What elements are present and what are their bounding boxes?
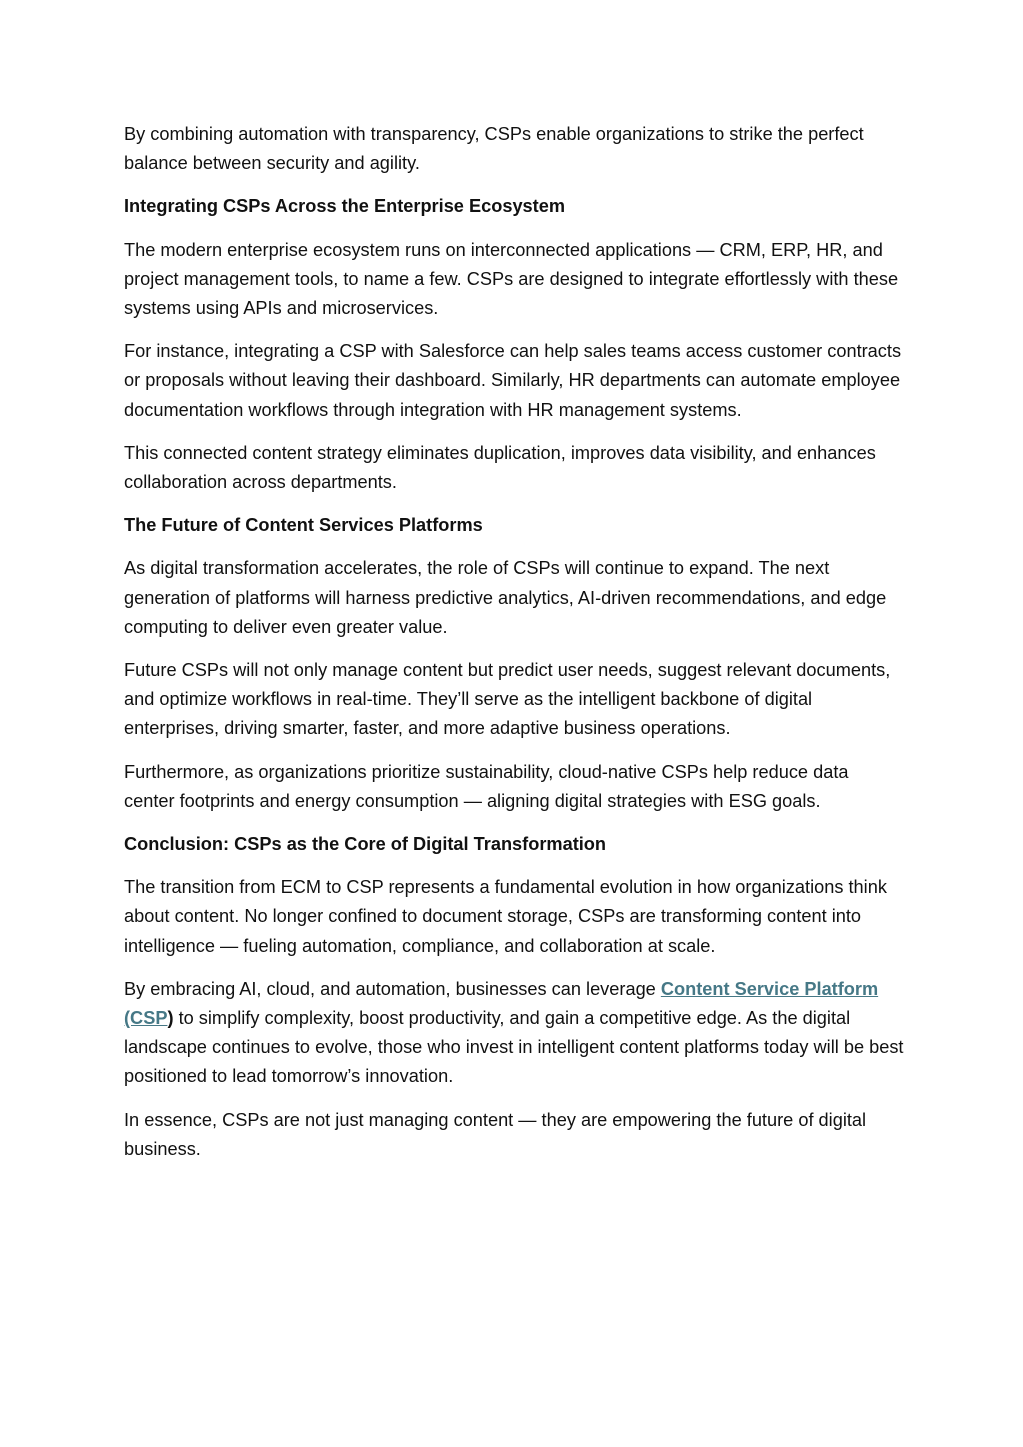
heading-future-of-csp: The Future of Content Services Platforms	[124, 515, 483, 536]
paragraph-future-csps: Future CSPs will not only manage content but predict user needs, suggest relevant documents, and optimize workflows in real-time. They’ll serve as the intelligent backbone of digital enterprises, driving smarter, faster, and more adaptive business operations.	[124, 660, 891, 739]
content-service-platform-link[interactable]: Content Service Platform (CSP	[124, 978, 879, 1029]
link-paragraph-lead: By embracing AI, cloud, and automation, businesses can leverage	[124, 978, 661, 999]
paragraph-connected-strategy: This connected content strategy eliminates duplication, improves data visibility, and enhances collaboration across departments.	[124, 442, 876, 493]
paragraph-ecm-to-csp: The transition from ECM to CSP represents a fundamental evolution in how organizations think about content. No longer confined to document storage, CSPs are transforming content into intelligence — fueling automation, compliance, and collaboration at scale.	[124, 877, 887, 956]
paragraph-enterprise-ecosystem: The modern enterprise ecosystem runs on interconnected applications — CRM, ERP, HR, and project management tools, to name a few. CSPs are designed to integrate effortlessly with these systems using APIs and microservices.	[124, 239, 899, 319]
paragraph-sustainability: Furthermore, as organizations prioritize sustainability, cloud-native CSPs help reduce data center footprints and energy consumption — aligning digital strategies with ESG goals.	[124, 761, 849, 811]
paragraph-closing: In essence, CSPs are not just managing content — they are empowering the future of digital business.	[124, 1109, 867, 1159]
heading-conclusion: Conclusion: CSPs as the Core of Digital Transformation	[124, 834, 607, 855]
paragraph-security-agility: By combining automation with transparency, CSPs enable organizations to strike the perfect balance between security and agility.	[124, 124, 864, 174]
paragraph-salesforce-example: For instance, integrating a CSP with Salesforce can help sales teams access customer contracts or proposals without leaving their dashboard. Similarly, HR departments can automate employee documentation workflows through integration with HR management systems.	[124, 341, 902, 420]
document-page	[124, 120, 904, 1178]
link-closing-paren: )	[167, 1008, 174, 1029]
heading-integrating-csps: Integrating CSPs Across the Enterprise Ecosystem	[124, 196, 566, 217]
paragraph-embracing-ai	[124, 975, 904, 1092]
paragraph-digital-transformation: As digital transformation accelerates, the role of CSPs will continue to expand. The next generation of platforms will harness predictive analytics, AI-driven recommendations, and edge computing to deliver even greater value.	[124, 558, 887, 637]
link-paragraph-tail: to simplify complexity, boost productivity, and gain a competitive edge. As the digital landscape continues to evolve, those who invest in intelligent content platforms today will be best positioned to lead tomorrow’s innovation.	[124, 1008, 904, 1087]
